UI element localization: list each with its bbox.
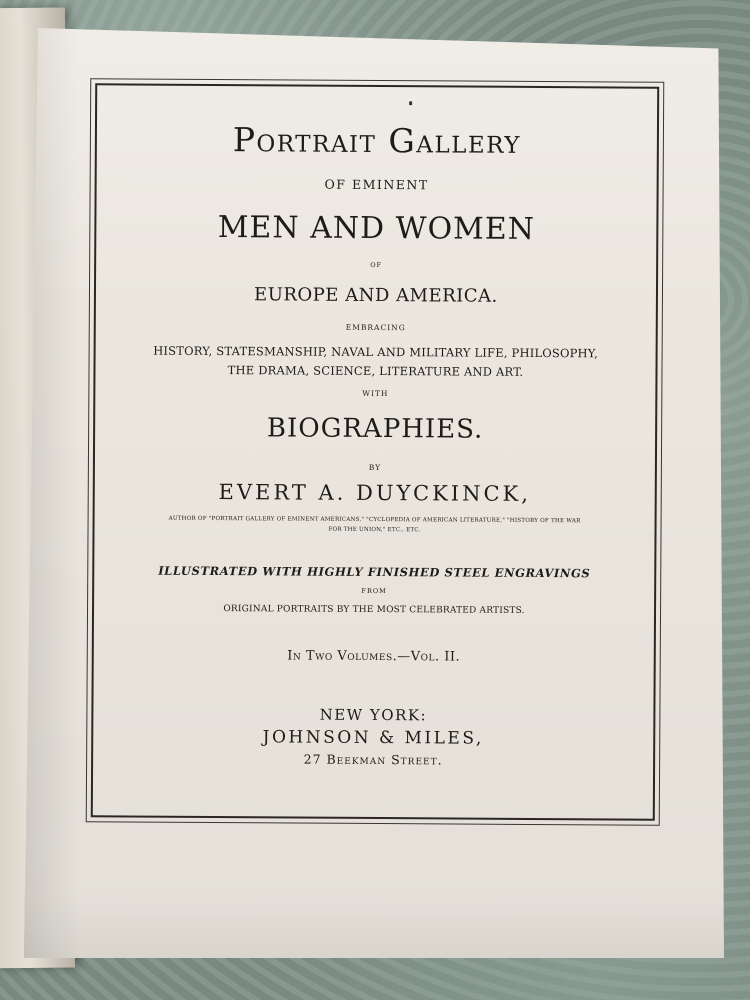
author-credits-line-1: AUTHOR OF "PORTRAIT GALLERY OF EMINENT AMERICANS," "CYCLOPEDIA OF AMERICAN LITERATURE," "HISTORY OF THE WAR [168,515,581,525]
ink-mark [409,101,412,105]
volume-info: In Two Volumes.—Vol. II. [287,648,461,665]
embracing-label: EMBRACING [345,322,406,333]
publisher-city: NEW YORK: [319,705,428,725]
subtitle-men-and-women: MEN AND WOMEN [217,210,536,247]
with-label: WITH [362,388,389,399]
title-page-border-outer [86,78,665,825]
author-credits-line-2: FOR THE UNION," ETC., ETC. [328,526,421,534]
by-label: BY [368,462,382,473]
subtitle-of-eminent: OF EMINENT [324,176,429,193]
publisher-address: 27 Beekman Street. [303,751,443,768]
biographies-heading: BIOGRAPHIES. [266,413,484,445]
subtitle-of: OF [370,260,383,270]
author-name: EVERT A. DUYCKINCK, [218,480,531,506]
book-title: Portrait Gallery [232,120,522,161]
illustrated-note: ILLUSTRATED WITH HIGHLY FINISHED STEEL ENGRAVINGS [158,563,591,581]
publisher-name: JOHNSON & MILES, [262,727,484,749]
from-label: FROM [361,586,387,596]
subjects-line-2: THE DRAMA, SCIENCE, LITERATURE AND ART. [227,363,524,379]
title-page-text [87,79,664,824]
subjects-line-1: HISTORY, STATESMANSHIP, NAVAL AND MILITARY LIFE, PHILOSOPHY, [153,343,599,361]
original-portraits-note: ORIGINAL PORTRAITS BY THE MOST CELEBRATED ARTISTS. [223,604,525,616]
subtitle-region: EUROPE AND AMERICA. [254,284,498,307]
page-shadow [24,898,724,958]
